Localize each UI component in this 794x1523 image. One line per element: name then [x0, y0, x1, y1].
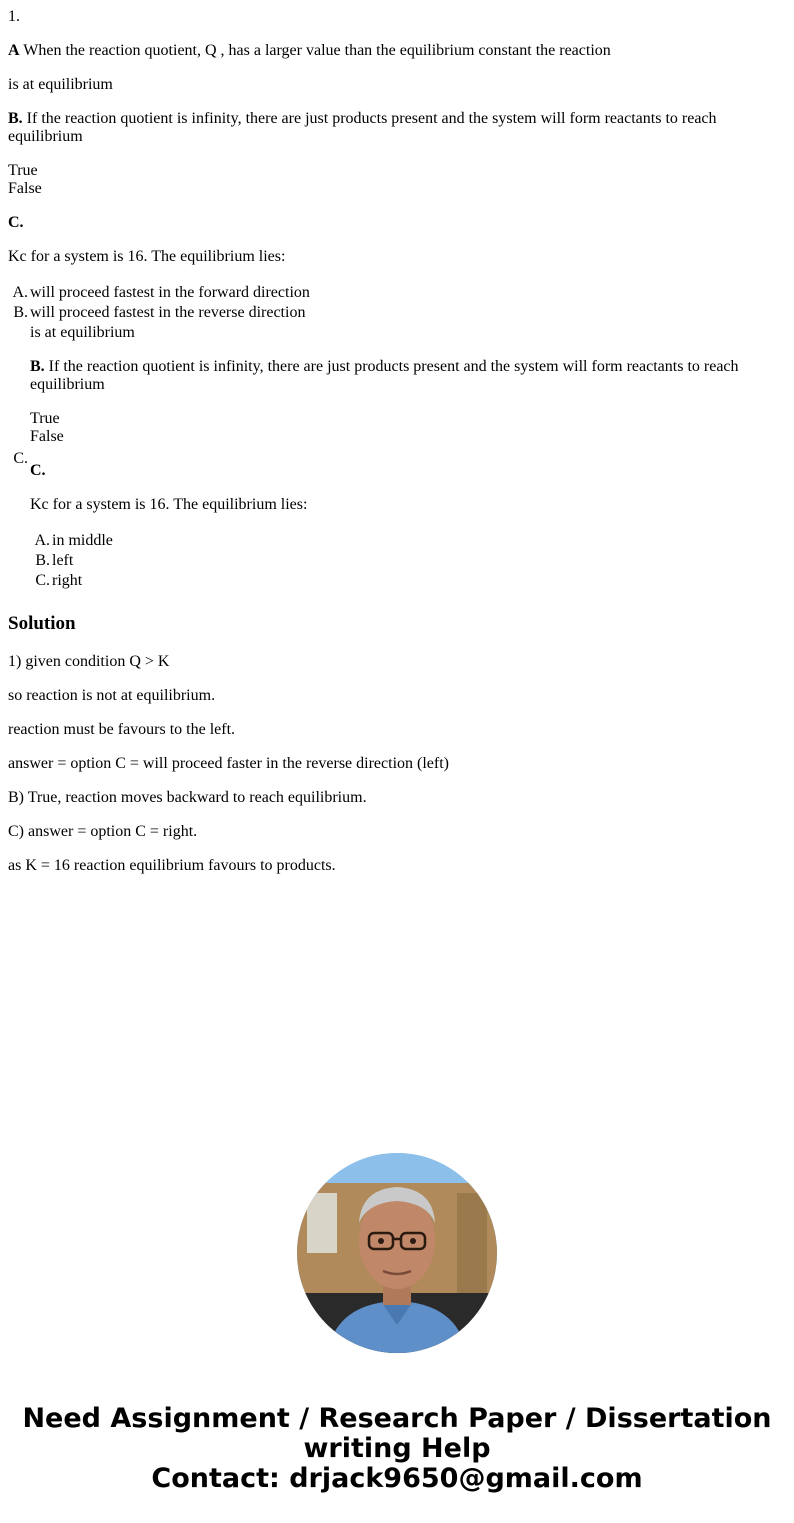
solution-line: so reaction is not at equilibrium.	[8, 687, 216, 704]
nested-true-option: True	[30, 410, 60, 427]
option-label: C.	[13, 450, 28, 467]
footer-banner	[0, 1404, 794, 1494]
part-a-answer-line: is at equilibrium	[8, 76, 113, 93]
nested-part-b-text: If the reaction quotient is infinity, there are just products present and the system will form reactants to reach equilibrium	[30, 358, 739, 393]
option-text: will proceed fastest in the forward direction	[30, 284, 310, 301]
part-b-label: B.	[8, 110, 23, 127]
part-b-question	[8, 110, 768, 146]
solution-line: as K = 16 reaction equilibrium favours to products.	[8, 857, 336, 874]
nested-option-text: left	[52, 552, 74, 569]
part-a-question	[8, 42, 611, 60]
nested-part-c-text: Kc for a system is 16. The equilibrium lies:	[30, 496, 308, 513]
nested-part-c-label: C.	[30, 462, 46, 479]
part-c-text: Kc for a system is 16. The equilibrium lies:	[8, 248, 286, 265]
part-b-text: If the reaction quotient is infinity, there are just products present and the system will form reactants to reach equilibrium	[8, 110, 717, 145]
footer-line: writing Help	[303, 1433, 491, 1464]
nested-option-label: C.	[35, 572, 50, 589]
solution-line: B) True, reaction moves backward to reach equilibrium.	[8, 789, 367, 806]
nested-part-b-label: B.	[30, 358, 45, 375]
nested-option-label: B.	[35, 552, 50, 569]
question-number: 1.	[8, 8, 20, 25]
part-a-text: When the reaction quotient, Q , has a larger value than the equilibrium constant the reaction	[19, 42, 611, 59]
solution-line: answer = option C = will proceed faster in the reverse direction (left)	[8, 755, 449, 772]
solution-line: reaction must be favours to the left.	[8, 721, 236, 738]
author-avatar	[297, 1153, 497, 1353]
nested-false-option: False	[30, 428, 64, 445]
avatar-portrait-graphic	[297, 1153, 497, 1353]
part-a-label: A	[8, 42, 20, 59]
solution-line: 1) given condition Q > K	[8, 653, 170, 670]
option-label: B.	[13, 304, 28, 321]
footer-contact: Contact: drjack9650@gmail.com	[151, 1463, 643, 1494]
nested-option-text: in middle	[52, 532, 113, 549]
nested-option-label: A.	[34, 532, 50, 549]
solution-line: C) answer = option C = right.	[8, 823, 198, 840]
true-option: True	[8, 162, 38, 179]
solution-heading: Solution	[8, 613, 76, 634]
nested-part-b-question	[30, 358, 770, 394]
option-text: is at equilibrium	[30, 324, 135, 341]
nested-option-text: right	[52, 572, 83, 589]
false-option: False	[8, 180, 42, 197]
footer-line: Need Assignment / Research Paper / Dissertation	[22, 1403, 772, 1434]
option-label: A.	[12, 284, 28, 301]
part-c-label: C.	[8, 214, 24, 231]
option-text: will proceed fastest in the reverse direction	[30, 304, 306, 321]
